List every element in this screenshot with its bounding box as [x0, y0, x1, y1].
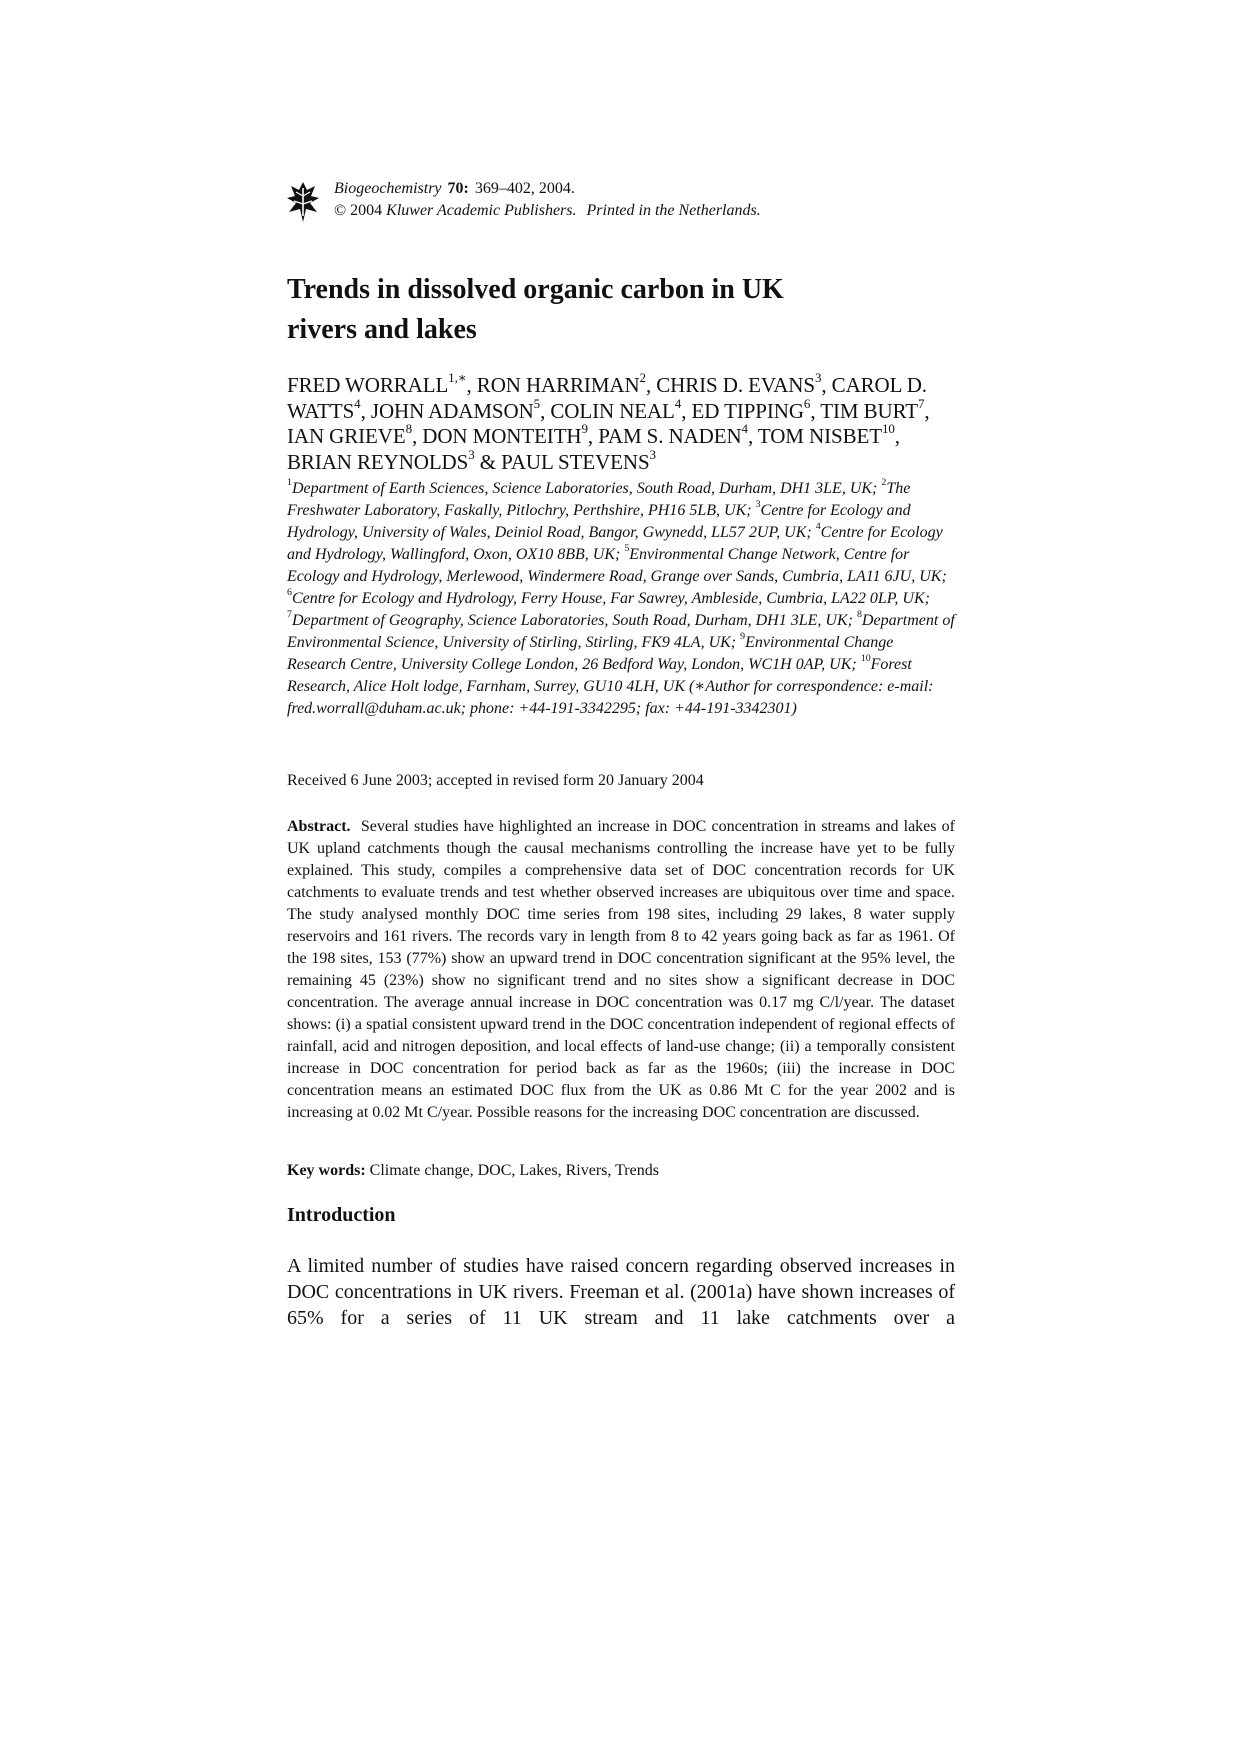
printed-location: Printed in the Netherlands. [586, 202, 761, 219]
author-name: BRIAN REYNOLDS [287, 449, 469, 474]
author-affiliation-marker: 7 [917, 395, 925, 411]
copyright-notice: © 2004 [334, 202, 383, 219]
affiliation-marker: 3 [755, 499, 761, 511]
affiliation-marker: 9 [740, 631, 746, 643]
author-name: IAN GRIEVE [287, 424, 406, 448]
affiliation-marker: 6 [287, 587, 292, 599]
affiliation-marker: 10 [860, 653, 871, 665]
affiliation-marker: 1 [287, 477, 292, 489]
journal-name: Biogeochemistry [334, 180, 442, 197]
affiliation-marker: 4 [815, 521, 821, 533]
keywords-text: Climate change, DOC, Lakes, Rivers, Trends [369, 1162, 659, 1179]
abstract-text: Several studies have highlighted an increase in DOC concentration in streams and lakes of UK upland catchments though the causal mechanisms controlling the increase have yet to be fully explained. This study, compiles a comprehensive data set of DOC concentration records for UK catchments to evaluate trends and test whether observed increases are ubiquitous over time and space. The study analysed monthly DOC time series from 198 sites, including 29 lakes, 8 water supply reservoirs and 161 rivers. The records vary in length from 8 to 42 years going back as far as 1961. Of the 198 sites, 153 (77%) show an upward trend in DOC concentration significant at the 95% level, the remaining 45 (23%) show no significant trend and no sites show a significant decrease in DOC concentration. The average annual increase in DOC concentration was 0.17 mg C/l/year. The dataset shows: (i) a spatial consistent upward trend in the DOC concentration independent of regional effects of rainfall, acid and nitrogen deposition, and local effects of land-use change; (ii) a temporally consistent increase in DOC concentration for period back as far as the 1960s; (iii) the increase in DOC concentration means an estimated DOC flux from the UK as 0.86 Mt C for the year 2002 and is increasing at 0.02 Mt C/year. Possible reasons for the increasing DOC concentration are discussed. [287, 818, 956, 1121]
keywords [287, 1160, 955, 1182]
author-name: TOM NISBET [757, 424, 882, 448]
received-dates: Received 6 June 2003; accepted in revised form 20 January 2004 [287, 772, 704, 789]
abstract-label: Abstract. [287, 818, 351, 835]
author-name: COLIN NEAL [550, 398, 675, 423]
affiliation-marker: 7 [287, 609, 292, 621]
author-affiliation-marker: 4 [354, 395, 361, 411]
journal-volume: 70: [447, 180, 469, 197]
affiliation-marker: 8 [856, 609, 862, 621]
abstract [287, 816, 955, 1124]
author-affiliation-marker: 9 [581, 421, 588, 437]
affiliation-text: Centre for Ecology and Hydrology, University of Wales, Deiniol Road, Bangor, Gwynedd, LL57 2UP, UK; [287, 502, 911, 541]
author-name: TIM BURT [820, 398, 918, 423]
affiliation-text: Department of Earth Sciences, Science Laboratories, South Road, Durham, DH1 3LE, UK; [291, 480, 878, 497]
author-name: DON MONTEITH [422, 424, 582, 448]
affiliation-text: Centre for Ecology and Hydrology, Wallingford, Oxon, OX10 8BB, UK; [287, 524, 943, 563]
affiliation-text: Department of Geography, Science Laboratories, South Road, Durham, DH1 3LE, UK; [291, 612, 853, 629]
author-affiliation-marker: 2 [639, 370, 646, 386]
author-affiliation-marker: 8 [405, 421, 412, 437]
affiliation-text: Centre for Ecology and Hydrology, Ferry House, Far Sawrey, Ambleside, Cumbria, LA22 0LP, UK; [291, 590, 930, 607]
introduction-heading: Introduction [287, 1204, 396, 1226]
journal-header [287, 178, 955, 226]
author-affiliation-marker: 3 [468, 446, 475, 462]
introduction-text: A limited number of studies have raised concern regarding observed increases in DOC concentrations in UK rivers. Freeman et al. (2001a) have shown increases of 65% for a series of 11 UK stream and 11 lake catchments over a [287, 1255, 955, 1329]
author-name: FRED WORRALL [287, 373, 449, 397]
journal-citation-line-1 [334, 178, 761, 200]
affiliation-text: The Freshwater Laboratory, Faskally, Pitlochry, Perthshire, PH16 5LB, UK; [287, 480, 911, 519]
paper-title: Trends in dissolved organic carbon in UK rivers and lakes [287, 274, 784, 345]
publisher-tree-logo-icon [287, 182, 319, 222]
affiliation-text: Department of Environmental Science, University of Stirling, Stirling, FK9 4LA, UK; [287, 612, 955, 651]
author-name: CHRIS D. EVANS [656, 373, 815, 397]
affiliation-text: Environmental Change Network, Centre for Ecology and Hydrology, Merlewood, Windermere Road, Grange over Sands, Cumbria, LA11 6JU, UK; [287, 546, 947, 585]
author-name: PAM S. NADEN [598, 424, 742, 448]
author-affiliation-marker: 6 [803, 395, 811, 411]
journal-pages-year: 369–402, 2004. [474, 180, 575, 197]
author-name: RON HARRIMAN [476, 373, 640, 397]
affiliation-text: Environmental Change Research Centre, University College London, 26 Bedford Way, London, WC1H 0AP, UK; [287, 634, 894, 673]
author-name: ED TIPPING [691, 398, 804, 423]
author-name: PAUL STEVENS [501, 449, 650, 474]
affiliation-list [287, 478, 955, 720]
author-affiliation-marker: 4 [674, 395, 682, 411]
affiliation-marker: 5 [624, 543, 630, 555]
author-affiliation-marker: 3 [814, 370, 822, 386]
author-affiliation-marker: 5 [533, 395, 541, 411]
author-affiliation-marker: 3 [649, 446, 656, 462]
author-affiliation-marker: 4 [741, 421, 748, 437]
author-list: FRED $WORRALL^{1,∗}$, RON HARRIMAN$^2$, CHRIS D. EVANS$^3$, CAROL D. WATTS$^4$, JOHN ADAMSON$^5$, COLIN NEAL$^4$, ED TIPPING$^6$, TIM BURT$^7$, IAN GRIEVE$^8$, DON MONTEITH$^9$, PAM S. NADEN$^4$, TOM NISBET$^{10}$, BRIAN REYNOLDS$^3$ & PAUL STEVENS$^3$ [287, 370, 930, 474]
author-name: CAROL D. WATTS [287, 373, 927, 423]
author-affiliation-marker: 1,∗ [448, 370, 467, 386]
affiliation-text: Forest Research, Alice Holt lodge, Farnham, Surrey, GU10 4LH, UK (∗Author for correspondence: e-mail: fred.worrall@duham.ac.uk; phone: +44-191-3342295; fax: +44-191-3342301) [287, 656, 934, 717]
author-affiliation-marker: 10 [881, 421, 895, 437]
journal-citation [334, 178, 761, 222]
journal-citation-line-2 [334, 200, 761, 222]
affiliation-marker: 2 [881, 477, 887, 489]
author-name: JOHN ADAMSON [370, 398, 534, 423]
publisher-name: Kluwer Academic Publishers. [386, 202, 577, 219]
keywords-label: Key words: [287, 1162, 366, 1179]
